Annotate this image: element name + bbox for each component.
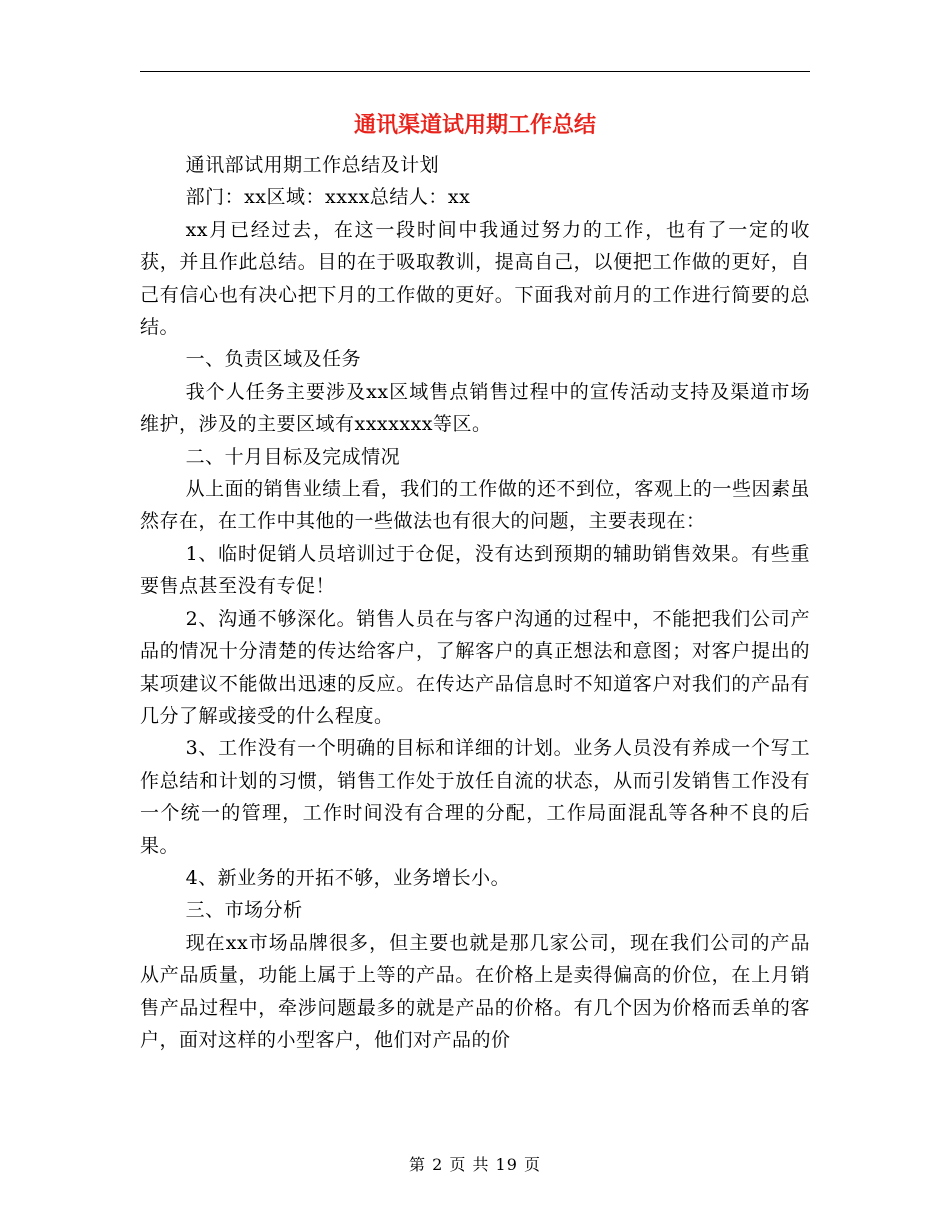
section-heading: 一、负责区域及任务 bbox=[185, 348, 362, 371]
list-item-paragraph: 4、新业务的开拓不够，业务增长小。 bbox=[185, 866, 511, 889]
body-paragraph: 我个人任务主要涉及xx区域售点销售过程中的宣传活动支持及渠道市场维护，涉及的主要区域有xxxxxxx等区。 bbox=[140, 380, 810, 436]
document-title: 通讯渠道试用期工作总结 bbox=[353, 113, 596, 138]
body-paragraph: 从上面的销售业绩上看，我们的工作做的还不到位，客观上的一些因素虽然存在，在工作中其他的一些做法也有很大的问题，主要表现在： bbox=[140, 478, 810, 533]
section-heading: 二、十月目标及完成情况 bbox=[185, 445, 401, 468]
section-heading: 三、市场分析 bbox=[185, 899, 303, 922]
document-body bbox=[140, 149, 810, 1056]
intro-paragraph: xx月已经过去，在这一段时间中我通过努力的工作，也有了一定的收获，并且作此总结。目的在于吸取教训，提高自己，以便把工作做的更好，自己有信心也有决心把下月的工作做的更好。下面我对前月的工作进行简要的总结。 bbox=[140, 218, 810, 339]
list-item-paragraph: 3、工作没有一个明确的目标和详细的计划。业务人员没有养成一个写工作总结和计划的习惯，销售工作处于放任自流的状态，从而引发销售工作没有一个统一的管理，工作时间没有合理的分配，工作局面混乱等各种不良的后果。 bbox=[140, 737, 810, 857]
body-paragraph: 现在xx市场品牌很多，但主要也就是那几家公司，现在我们公司的产品从产品质量，功能上属于上等的产品。在价格上是卖得偏高的价位，在上月销售产品过程中，牵涉问题最多的就是产品的价格。有几个因为价格而丢单的客户，面对这样的小型客户，他们对产品的价 bbox=[140, 931, 810, 1051]
list-item-paragraph: 2、沟通不够深化。销售人员在与客户沟通的过程中，不能把我们公司产品的情况十分清楚的传达给客户，了解客户的真正想法和意图；对客户提出的某项建议不能做出迅速的反应。在传达产品信息时不知道客户对我们的产品有几分了解或接受的什么程度。 bbox=[140, 607, 810, 727]
subtitle-paragraph: 通讯部试用期工作总结及计划 bbox=[185, 154, 440, 176]
page-number: 第 2 页 共 19 页 bbox=[409, 1155, 541, 1174]
list-item-paragraph: 1、临时促销人员培训过于仓促，没有达到预期的辅助销售效果。有些重要售点甚至没有专促！ bbox=[140, 542, 810, 598]
department-line: 部门：xx区域：xxxx总结人：xx bbox=[185, 186, 471, 209]
header-rule bbox=[140, 71, 810, 72]
